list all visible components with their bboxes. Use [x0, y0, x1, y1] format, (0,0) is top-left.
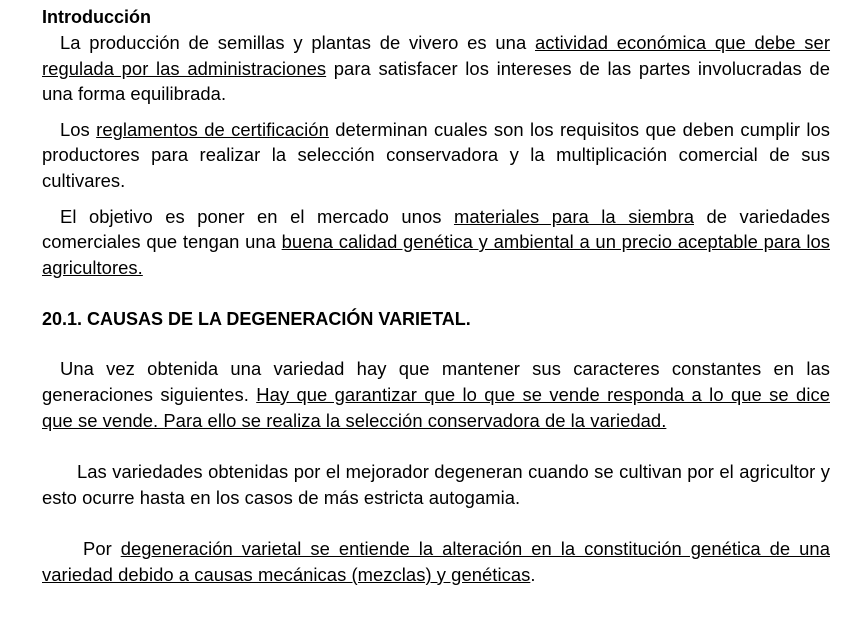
underlined-text: reglamentos de certificación: [96, 118, 329, 140]
document-page: [42, 0, 830, 588]
underlined-text: actividad económica que debe ser regulada por las administraciones: [42, 32, 831, 79]
paragraph-maintenance: [42, 356, 830, 433]
intro-heading: Introducción: [42, 7, 151, 27]
paragraph-text: Una vez obtenida una variedad hay que mantener sus caracteres constantes en las generaciones siguientes.: [42, 358, 830, 405]
paragraph-text: para satisfacer los intereses de las partes involucradas de una forma equilibrada.: [42, 57, 830, 105]
paragraph-text: determinan cuales son los requisitos que deben cumplir los productores para realizar la selección conservadora y la multiplicación comercial de sus cultivares.: [42, 118, 830, 191]
paragraph-production: [42, 30, 830, 107]
paragraph-degeneration: [42, 459, 830, 510]
underlined-text: buena calidad genética y ambiental a un precio aceptable para los agricultores.: [42, 231, 830, 278]
paragraph-objective: [42, 204, 830, 281]
paragraph-text: Las variedades obtenidas por el mejorador degeneran cuando se cultivan por el agricultor y esto ocurre hasta en los casos de más estricta autogamia.: [42, 461, 830, 508]
paragraph-text: Los: [60, 118, 97, 140]
paragraph-text: de variedades comerciales que tengan una: [42, 205, 831, 253]
paragraph-text: El objetivo es poner en el mercado unos: [60, 205, 454, 227]
underlined-text: materiales para la siembra: [453, 205, 694, 227]
paragraph-text: Por: [83, 538, 121, 560]
underlined-text: degeneración varietal se entiende la alteración en la constitución genética de una variedad debido a causas mecánicas (mezclas) y genéticas: [42, 538, 830, 585]
paragraph-text: La producción de semillas y plantas de vivero es una: [60, 32, 535, 53]
paragraph-regulations: [42, 117, 830, 194]
underlined-text: Hay que garantizar que lo que se vende responda a lo que se dice que se vende. Para ello se realiza la selección conservadora de la variedad.: [42, 383, 830, 431]
paragraph-definition: [42, 536, 830, 587]
paragraph-text: .: [530, 563, 536, 585]
section-heading: 20.1. CAUSAS DE LA DEGENERACIÓN VARIETAL.: [42, 309, 471, 330]
